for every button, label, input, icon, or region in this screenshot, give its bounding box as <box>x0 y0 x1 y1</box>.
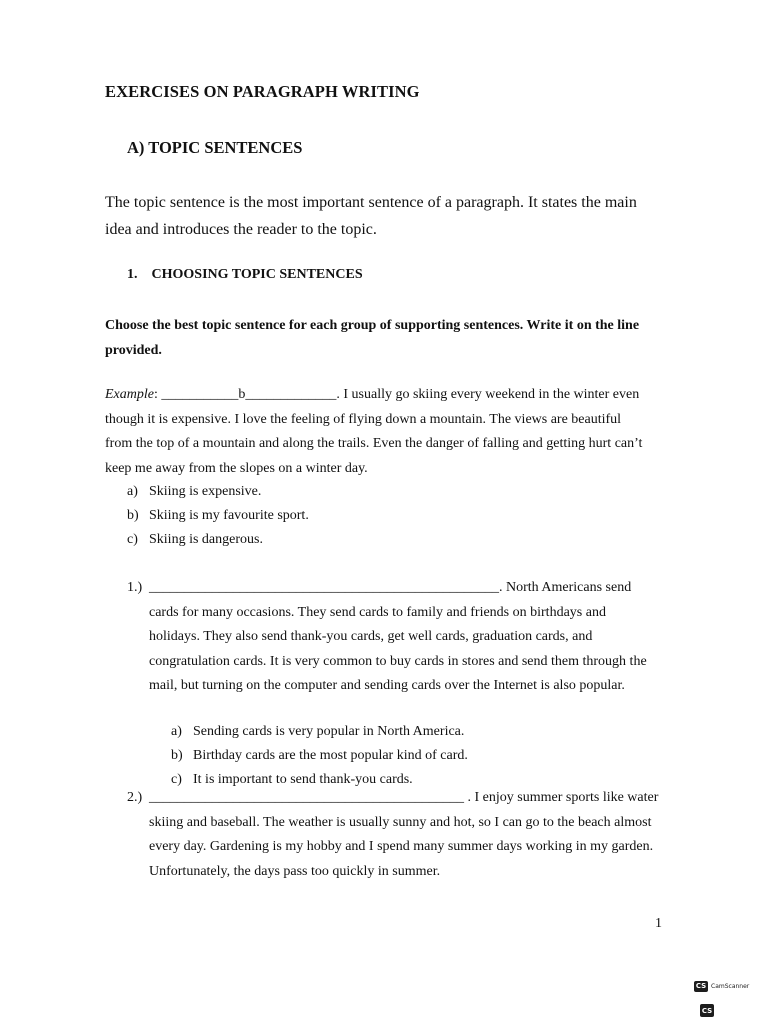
option-letter: c) <box>171 772 182 787</box>
subsection-title: CHOOSING TOPIC SENTENCES <box>151 267 363 282</box>
document-title: EXERCISES ON PARAGRAPH WRITING <box>105 82 420 101</box>
example-option <box>127 508 309 524</box>
question-paragraph: _____________________________________________ . I enjoy summer sports like water skiing and baseball. The weather is usually sunny and hot, so I can go to the beach almost every day. Gardening is my hobby and I spend many summer days working in my garden. Unfortunately, the days pass too quickly in summer. <box>149 790 659 879</box>
option-text: Skiing is expensive. <box>149 484 262 499</box>
question-paragraph: __________________________________________________. North Americans send cards for many occasions. They send cards to family and friends on birthdays and holidays. They also send thank-you cards, get well cards, graduation cards, and congratulation cards. It is very common to buy cards in stores and send them through the mail, but turning on the computer and sending cards over the Internet is also popular. <box>149 580 647 693</box>
option-letter: b) <box>127 508 139 523</box>
example-paragraph <box>105 383 650 481</box>
camscanner-label: CamScanner <box>711 983 750 990</box>
intro-paragraph: The topic sentence is the most important sentence of a paragraph. It states the main idea and introduces the reader to the topic. <box>105 194 637 238</box>
camscanner-badge-icon: CS <box>700 1004 714 1017</box>
example-option <box>127 532 263 548</box>
example-option <box>127 484 261 500</box>
option-letter: b) <box>171 748 183 763</box>
option-letter: a) <box>171 724 182 739</box>
option-text: Sending cards is very popular in North America. <box>193 724 465 739</box>
section-title: A) TOPIC SENTENCES <box>127 138 303 157</box>
option-letter: a) <box>127 484 138 499</box>
instruction-text: Choose the best topic sentence for each group of supporting sentences. Write it on the line provided. <box>105 318 640 358</box>
question-number: 1.) <box>127 580 143 595</box>
question-number: 2.) <box>127 790 143 805</box>
camscanner-watermark <box>694 981 749 992</box>
example-text: : ___________b_____________. I usually go skiing every weekend in the winter even though it is expensive. I love the feeling of flying down a mountain. The views are beautiful from the top of a mountain and along the trails. Even the danger of falling and getting hurt can’t keep me away from the slopes on a winter day. <box>105 387 643 476</box>
camscanner-logo-icon: CS <box>695 982 707 990</box>
example-label: Example <box>105 387 154 402</box>
option-text: It is important to send thank-you cards. <box>193 772 413 787</box>
subsection-heading <box>127 267 363 283</box>
option-text: Birthday cards are the most popular kind of card. <box>193 748 468 763</box>
option-text: Skiing is my favourite sport. <box>149 508 309 523</box>
subsection-number: 1. <box>127 267 138 282</box>
option-letter: c) <box>127 532 138 547</box>
page-number: 1 <box>655 916 662 931</box>
question-option <box>171 748 468 764</box>
question-option <box>171 724 464 740</box>
option-text: Skiing is dangerous. <box>149 532 263 547</box>
